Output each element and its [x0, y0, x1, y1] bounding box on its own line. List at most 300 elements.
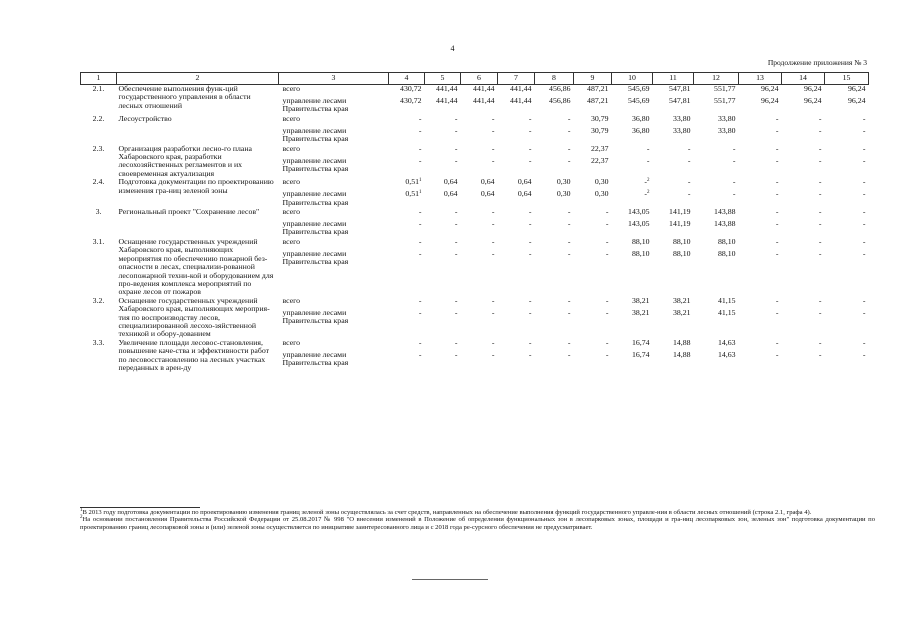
- value-text: -: [567, 337, 571, 347]
- value-line: [612, 309, 650, 317]
- column-header: 5: [425, 73, 461, 85]
- value-text: 16,74: [631, 337, 650, 347]
- value-text: -: [567, 155, 571, 165]
- value-line: [498, 250, 532, 258]
- value-text: 96,24: [847, 84, 866, 93]
- value-line: [498, 208, 532, 219]
- footnote-mark: 2: [647, 178, 650, 184]
- value-line: [425, 339, 458, 350]
- value-line: [612, 250, 650, 258]
- row-name: Оснащение государственных учреждений Хабаровского края, выполняющих мероприятия по обеспечению пожарной без-опасности в лесах, специализи-рованной лесопожарной техни-кой и оборудованием для про-ведения комплекса мероприятий по охране лесов от пожаров: [118, 236, 274, 297]
- value-line: [535, 178, 571, 189]
- value-cell: [782, 115, 825, 145]
- value-line: [782, 220, 822, 228]
- value-line: [653, 351, 691, 359]
- value-line: [425, 220, 458, 228]
- column-header: 4: [389, 73, 425, 85]
- value-text: -: [418, 295, 422, 305]
- value-line: [498, 297, 532, 308]
- value-cell: [612, 297, 653, 339]
- value-text: -: [418, 155, 422, 165]
- value-line: [825, 220, 866, 228]
- value-line: [498, 220, 532, 228]
- value-line: [825, 351, 866, 359]
- value-cell: [739, 145, 782, 179]
- value-text: -: [491, 307, 495, 317]
- value-cell: [498, 85, 535, 115]
- value-text: -: [567, 219, 571, 229]
- value-text: 96,24: [803, 96, 822, 105]
- value-line: [694, 85, 736, 96]
- value-text: -: [862, 295, 866, 305]
- column-header: 2: [117, 73, 279, 85]
- value-text: -: [605, 337, 609, 347]
- value-line: [425, 145, 458, 156]
- value-line: [782, 238, 822, 249]
- value-text: 16,74: [631, 349, 650, 359]
- value-text: -: [528, 307, 532, 317]
- row-code: 3.2.: [92, 295, 105, 305]
- value-line: [739, 309, 779, 317]
- value-line: [825, 145, 866, 156]
- value-line: [498, 97, 532, 105]
- value-line: [425, 97, 458, 105]
- value-line: [461, 85, 495, 96]
- value-text: 0,64: [517, 189, 532, 199]
- value-line: [739, 250, 779, 258]
- value-cell: [825, 297, 869, 339]
- footnote-mark: 1: [419, 190, 422, 196]
- value-text: -: [418, 236, 422, 246]
- value-line: [612, 127, 650, 135]
- executor-label: управление лесами Правительства края: [282, 248, 349, 267]
- value-line: [825, 178, 866, 189]
- value-line: [389, 145, 422, 156]
- table-row: [81, 208, 869, 238]
- value-text: -: [775, 113, 779, 123]
- executor-label: всего: [282, 207, 301, 217]
- value-text: 36,80: [631, 125, 650, 135]
- value-text: -: [775, 295, 779, 305]
- value-cell: [694, 297, 739, 339]
- value-text: 30,79: [590, 113, 609, 123]
- value-cell: [782, 208, 825, 238]
- value-line: [535, 127, 571, 135]
- value-cell: [498, 145, 535, 179]
- value-cell: [825, 178, 869, 208]
- value-text: -: [775, 219, 779, 229]
- value-cell: [653, 178, 694, 208]
- value-line: [694, 127, 736, 135]
- value-line: [498, 238, 532, 249]
- value-text: -: [862, 337, 866, 347]
- value-text: -: [491, 295, 495, 305]
- value-cell: [653, 208, 694, 238]
- value-text: 143,88: [714, 207, 736, 217]
- value-text: 0,30: [556, 177, 571, 187]
- value-text: -: [818, 189, 822, 199]
- value-line: [694, 115, 736, 126]
- value-cell: [535, 145, 574, 179]
- value-line: [694, 190, 736, 198]
- value-text: -: [418, 248, 422, 258]
- value-line: [425, 85, 458, 96]
- value-line: [653, 297, 691, 308]
- table-body: [81, 85, 869, 373]
- value-text: -: [605, 248, 609, 258]
- value-line: [739, 115, 779, 126]
- value-text: -: [862, 207, 866, 217]
- row-code: 2.4.: [92, 177, 105, 187]
- value-text: 33,80: [672, 125, 691, 135]
- value-text: -: [491, 236, 495, 246]
- value-line: [535, 190, 571, 198]
- value-text: 545,69: [628, 96, 650, 105]
- value-line: [782, 157, 822, 165]
- value-text: -: [862, 113, 866, 123]
- value-cell: [574, 208, 612, 238]
- value-text: -: [418, 207, 422, 217]
- value-line: [574, 190, 609, 198]
- value-line: [498, 115, 532, 126]
- value-line: [612, 339, 650, 350]
- value-cell: [461, 208, 498, 238]
- footnote: [80, 516, 875, 531]
- row-name: Организация разработки лесно-го плана Хабаровского края, разработки лесохозяйственных регламентов и их своевременная актуализация: [118, 143, 253, 178]
- value-cell: [389, 178, 425, 208]
- value-text: 14,63: [717, 337, 736, 347]
- executor-label: управление лесами Правительства края: [282, 307, 349, 326]
- value-text: -: [491, 207, 495, 217]
- value-text: -: [687, 177, 691, 187]
- value-line: [535, 145, 571, 156]
- value-cell: [461, 339, 498, 373]
- value-text: -: [605, 236, 609, 246]
- value-text: -: [491, 113, 495, 123]
- value-text: -: [567, 125, 571, 135]
- value-line: [782, 97, 822, 105]
- value-text: -: [862, 155, 866, 165]
- value-line: [535, 220, 571, 228]
- value-cell: [425, 238, 461, 297]
- table-row: [81, 339, 869, 373]
- row-executors: [279, 178, 389, 208]
- value-text: 547,81: [669, 96, 691, 105]
- value-line: [653, 190, 691, 198]
- value-text: 88,10: [717, 236, 736, 246]
- column-header: 15: [825, 73, 869, 85]
- executor-label: управление лесами Правительства края: [282, 219, 349, 237]
- value-text: -: [491, 155, 495, 165]
- value-cell: [653, 145, 694, 179]
- value-cell: [461, 145, 498, 179]
- value-text: -: [491, 143, 495, 153]
- value-line: [389, 208, 422, 219]
- value-text: -: [454, 337, 458, 347]
- value-text: 96,24: [760, 84, 779, 93]
- value-text: -: [418, 143, 422, 153]
- value-line: [461, 127, 495, 135]
- value-text: -: [491, 125, 495, 135]
- value-line: [535, 208, 571, 219]
- value-cell: [425, 115, 461, 145]
- value-line: [535, 351, 571, 359]
- value-cell: [389, 145, 425, 179]
- value-text: -: [775, 337, 779, 347]
- value-text: 0,64: [480, 177, 495, 187]
- value-text: -: [818, 337, 822, 347]
- value-text: -: [605, 307, 609, 317]
- value-text: -: [454, 125, 458, 135]
- value-line: [574, 238, 609, 249]
- executor-label: управление лесами Правительства края: [282, 155, 349, 174]
- value-line: [389, 190, 422, 198]
- footnote-mark: 1: [419, 178, 422, 184]
- value-text: -: [418, 307, 422, 317]
- value-cell: [461, 85, 498, 115]
- value-text: -: [567, 349, 571, 359]
- value-cell: [694, 145, 739, 179]
- value-text: -: [528, 143, 532, 153]
- value-line: [739, 178, 779, 189]
- value-text: -: [567, 143, 571, 153]
- executor-label: управление лесами Правительства края: [282, 189, 349, 207]
- value-cell: [389, 297, 425, 339]
- value-text: -: [687, 189, 691, 199]
- value-line: [612, 351, 650, 359]
- table-row: [81, 238, 869, 297]
- value-line: [782, 297, 822, 308]
- budget-table: [80, 72, 869, 372]
- value-line: [535, 250, 571, 258]
- value-line: [535, 238, 571, 249]
- column-header: 3: [279, 73, 389, 85]
- value-line: [461, 220, 495, 228]
- value-line: [498, 178, 532, 189]
- value-cell: [535, 297, 574, 339]
- footnotes: [80, 509, 875, 531]
- value-line: [739, 145, 779, 156]
- value-text: -: [454, 307, 458, 317]
- executor-label: всего: [282, 236, 301, 246]
- value-line: [535, 309, 571, 317]
- value-text: 38,21: [631, 307, 650, 317]
- value-cell: [574, 115, 612, 145]
- value-line: [461, 145, 495, 156]
- value-cell: [461, 115, 498, 145]
- value-line: [739, 351, 779, 359]
- value-line: [612, 190, 650, 198]
- value-line: [498, 190, 532, 198]
- value-line: [782, 250, 822, 258]
- column-header: 1: [81, 73, 117, 85]
- value-line: [825, 115, 866, 126]
- value-cell: [535, 339, 574, 373]
- value-cell: [574, 178, 612, 208]
- row-code: 2.1.: [92, 84, 105, 93]
- value-line: [782, 85, 822, 96]
- value-text: -: [454, 155, 458, 165]
- value-line: [739, 208, 779, 219]
- value-text: -: [862, 189, 866, 199]
- value-line: [739, 339, 779, 350]
- page-number: 4: [450, 44, 455, 53]
- value-cell: [612, 178, 653, 208]
- value-text: -: [454, 207, 458, 217]
- value-text: 143,05: [628, 207, 650, 217]
- value-cell: [739, 297, 782, 339]
- row-executors: [279, 115, 389, 145]
- value-line: [389, 220, 422, 228]
- value-line: [782, 351, 822, 359]
- value-text: -: [528, 337, 532, 347]
- value-text: -: [775, 207, 779, 217]
- value-cell: [825, 339, 869, 373]
- value-line: [694, 309, 736, 317]
- value-line: [825, 250, 866, 258]
- executor-label: управление лесами Правительства края: [282, 349, 349, 368]
- value-text: -: [454, 113, 458, 123]
- value-text: -: [818, 349, 822, 359]
- value-line: [694, 297, 736, 308]
- value-line: [425, 127, 458, 135]
- value-text: -: [775, 125, 779, 135]
- table-row: [81, 115, 869, 145]
- value-line: [461, 339, 495, 350]
- value-cell: [739, 339, 782, 373]
- value-line: [574, 208, 609, 219]
- row-code: 2.3.: [92, 143, 105, 153]
- value-text: -: [862, 125, 866, 135]
- row-name: Обеспечение выполнения функ-ций государственного управления в области лесных отношений: [118, 84, 251, 110]
- value-line: [739, 220, 779, 228]
- value-text: 38,21: [631, 295, 650, 305]
- value-cell: [574, 297, 612, 339]
- value-cell: [574, 238, 612, 297]
- value-cell: [425, 145, 461, 179]
- value-line: [574, 309, 609, 317]
- value-text: 38,21: [672, 307, 691, 317]
- value-cell: [739, 208, 782, 238]
- value-text: -: [491, 219, 495, 229]
- value-cell: [498, 178, 535, 208]
- value-line: [574, 351, 609, 359]
- value-cell: [461, 297, 498, 339]
- value-line: [694, 208, 736, 219]
- value-text: -: [418, 337, 422, 347]
- value-cell: [825, 238, 869, 297]
- value-line: [739, 127, 779, 135]
- executor-label: всего: [282, 337, 301, 347]
- value-text: -: [454, 219, 458, 229]
- table-header-row: [81, 73, 869, 85]
- value-line: [653, 157, 691, 165]
- value-line: [694, 145, 736, 156]
- value-line: [694, 238, 736, 249]
- value-text: -: [528, 219, 532, 229]
- value-line: [461, 351, 495, 359]
- value-line: [389, 339, 422, 350]
- value-text: -: [818, 177, 822, 187]
- value-text: -: [491, 248, 495, 258]
- value-text: 487,21: [587, 84, 609, 93]
- value-line: [574, 339, 609, 350]
- value-line: [389, 309, 422, 317]
- value-line: [425, 309, 458, 317]
- footnote-divider: [80, 507, 200, 508]
- value-text: 0,64: [443, 189, 458, 199]
- value-cell: [653, 339, 694, 373]
- value-line: [535, 297, 571, 308]
- value-line: [425, 190, 458, 198]
- value-text: -: [818, 155, 822, 165]
- value-text: -: [567, 307, 571, 317]
- value-cell: [612, 238, 653, 297]
- value-line: [574, 127, 609, 135]
- table-row: [81, 145, 869, 179]
- value-text: -: [862, 219, 866, 229]
- row-code: 3.1.: [92, 236, 105, 246]
- value-text: -: [528, 125, 532, 135]
- value-text: -: [646, 155, 650, 165]
- value-text: 88,10: [717, 248, 736, 258]
- value-text: 551,77: [714, 84, 736, 93]
- row-code: 3.: [95, 207, 102, 217]
- value-text: -: [418, 125, 422, 135]
- value-line: [694, 178, 736, 189]
- continuation-caption: Продолжение приложения № 3: [767, 58, 867, 67]
- value-cell: [653, 297, 694, 339]
- value-text: -: [862, 248, 866, 258]
- value-text: 0,64: [480, 189, 495, 199]
- value-line: [461, 97, 495, 105]
- value-text: -: [528, 295, 532, 305]
- value-text: 441,44: [510, 96, 532, 105]
- value-cell: [825, 115, 869, 145]
- value-text: 0,51: [405, 189, 419, 199]
- value-cell: [425, 85, 461, 115]
- table-row: [81, 297, 869, 339]
- value-cell: [535, 208, 574, 238]
- value-cell: [461, 178, 498, 208]
- value-line: [653, 85, 691, 96]
- value-line: [461, 178, 495, 189]
- value-text: -: [454, 295, 458, 305]
- value-text: 38,21: [672, 295, 691, 305]
- value-line: [498, 145, 532, 156]
- value-text: -: [775, 307, 779, 317]
- value-line: [425, 250, 458, 258]
- value-cell: [694, 208, 739, 238]
- value-cell: [574, 145, 612, 179]
- value-text: -: [775, 155, 779, 165]
- value-line: [461, 208, 495, 219]
- value-cell: [535, 115, 574, 145]
- value-cell: [782, 145, 825, 179]
- value-text: 141,19: [669, 207, 691, 217]
- value-text: 456,86: [549, 84, 571, 93]
- value-text: 456,86: [549, 96, 571, 105]
- value-line: [694, 220, 736, 228]
- value-cell: [739, 115, 782, 145]
- value-text: 487,21: [587, 96, 609, 105]
- column-header: 12: [694, 73, 739, 85]
- value-line: [825, 157, 866, 165]
- value-text: -: [528, 236, 532, 246]
- value-line: [739, 238, 779, 249]
- value-line: [653, 250, 691, 258]
- value-cell: [535, 178, 574, 208]
